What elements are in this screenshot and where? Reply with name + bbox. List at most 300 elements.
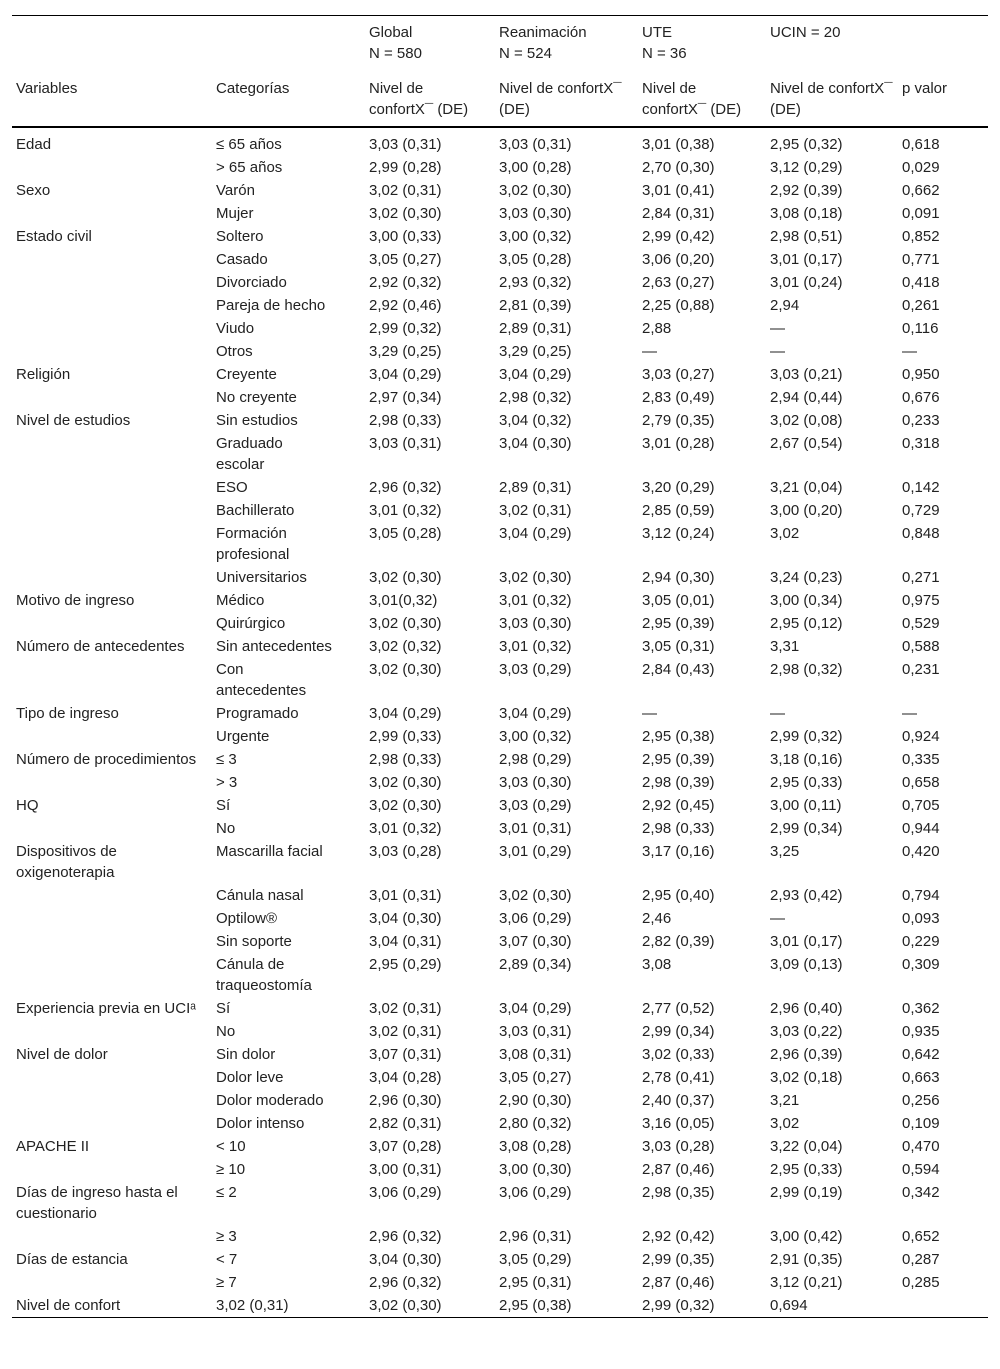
cell-global: 3,03 (0,31): [369, 136, 442, 153]
cell-ute: 2,94 (0,30): [642, 569, 715, 586]
table-row: [12, 202, 988, 225]
cell-p-value: 0,729: [902, 502, 940, 519]
cell-ute: 2,70 (0,30): [642, 159, 715, 176]
cell-ucin: 2,99 (0,32): [770, 728, 843, 745]
cell-reanimacion: 2,95 (0,38): [499, 1297, 572, 1314]
cell-category: Casado: [216, 251, 268, 268]
cell-category: ≤ 3: [216, 751, 237, 768]
cell-reanimacion: 3,03 (0,31): [499, 136, 572, 153]
table-row: [12, 794, 988, 817]
column-header-global: Nivel de confortX¯ (DE): [369, 80, 469, 118]
table-row: [12, 658, 988, 702]
column-header-ucin: Nivel de confortX¯ (DE): [770, 80, 893, 118]
cell-reanimacion: 2,96 (0,31): [499, 1228, 572, 1245]
cell-global: 3,29 (0,25): [369, 343, 442, 360]
cell-ucin: —: [770, 910, 785, 927]
cell-ucin: —: [770, 705, 785, 722]
cell-variable: [12, 499, 212, 522]
cell-category: > 65 años: [216, 159, 283, 176]
cell-ute: 2,99 (0,34): [642, 1023, 715, 1040]
cell-reanimacion: 3,08 (0,28): [499, 1138, 572, 1155]
cell-p-value: 0,658: [902, 774, 940, 791]
cell-variable: [12, 476, 212, 499]
group-header-category: [212, 16, 365, 65]
cell-category: Viudo: [216, 320, 255, 337]
cell-p-value: 0,950: [902, 366, 940, 383]
cell-variable: Número de procedimientos: [16, 751, 197, 768]
cell-ute: 3,08: [642, 956, 672, 973]
table-row: [12, 179, 988, 202]
cell-variable: Sexo: [16, 182, 51, 199]
cell-variable: Estado civil: [16, 228, 92, 245]
cell-variable: Días de ingreso hasta el cuestionario: [16, 1184, 178, 1222]
cell-global: 2,95 (0,29): [369, 956, 442, 973]
cell-p-value: 0,420: [902, 843, 940, 860]
cell-ute: —: [642, 343, 657, 360]
column-header-reanimacion: Nivel de confortX¯ (DE): [499, 80, 622, 118]
cell-ute: 2,77 (0,52): [642, 1000, 715, 1017]
cell-variable: APACHE II: [16, 1138, 90, 1155]
cell-ute: 3,05 (0,01): [642, 592, 715, 609]
cell-category: Dolor intenso: [216, 1115, 305, 1132]
cell-ute: 2,79 (0,35): [642, 412, 715, 429]
cell-category: < 10: [216, 1138, 246, 1155]
cell-reanimacion: 3,02 (0,30): [499, 182, 572, 199]
cell-ute: 3,17 (0,16): [642, 843, 715, 860]
cell-variable: HQ: [16, 797, 39, 814]
cell-reanimacion: 3,05 (0,28): [499, 251, 572, 268]
cell-global: 2,99 (0,32): [369, 320, 442, 337]
cell-variable: [12, 658, 212, 702]
cell-reanimacion: 2,98 (0,32): [499, 389, 572, 406]
cell-reanimacion: 3,08 (0,31): [499, 1046, 572, 1063]
cell-ucin: 3,01 (0,24): [770, 274, 843, 291]
cell-category: Médico: [216, 592, 265, 609]
cell-ute: 2,87 (0,46): [642, 1161, 715, 1178]
cell-global: 3,05 (0,27): [369, 251, 442, 268]
cell-ute: 2,98 (0,33): [642, 820, 715, 837]
table-row: [12, 248, 988, 271]
cell-reanimacion: 3,04 (0,29): [499, 366, 572, 383]
cell-global: 2,96 (0,32): [369, 1274, 442, 1291]
cell-global: 3,01(0,32): [369, 592, 438, 609]
cell-p-value: 0,335: [902, 751, 940, 768]
cell-variable: [12, 771, 212, 794]
cell-ucin: —: [770, 343, 785, 360]
cell-reanimacion: 3,29 (0,25): [499, 343, 572, 360]
column-header-variable: Variables: [16, 80, 78, 97]
cell-category: Sin dolor: [216, 1046, 276, 1063]
cell-global: 2,99 (0,33): [369, 728, 442, 745]
table-row: [12, 317, 988, 340]
cell-category: Con antecedentes: [216, 661, 307, 699]
cell-reanimacion: 3,04 (0,29): [499, 705, 572, 722]
cell-ucin: 2,99 (0,19): [770, 1184, 843, 1201]
table-row: [12, 1158, 988, 1181]
cell-global: 3,02 (0,31): [369, 1000, 442, 1017]
cell-ucin: 2,94: [770, 297, 800, 314]
cell-ute: 2,99 (0,35): [642, 1251, 715, 1268]
cell-p-value: 0,924: [902, 728, 940, 745]
cell-ucin: 2,98 (0,32): [770, 661, 843, 678]
cell-variable: [12, 884, 212, 907]
table-row: [12, 748, 988, 771]
cell-ucin: 0,694: [770, 1297, 808, 1314]
cell-category: > 3: [216, 774, 238, 791]
cell-p-value: 0,588: [902, 638, 940, 655]
cell-variable: [12, 953, 212, 997]
cell-category: Otros: [216, 343, 253, 360]
cell-ute: 3,12 (0,24): [642, 525, 715, 542]
cell-ute: 3,03 (0,27): [642, 366, 715, 383]
cell-ute: 2,98 (0,35): [642, 1184, 715, 1201]
cell-p-value: 0,852: [902, 228, 940, 245]
table-row: [12, 1043, 988, 1066]
table-row: [12, 156, 988, 179]
cell-category: Dolor moderado: [216, 1092, 324, 1109]
cell-reanimacion: 3,03 (0,30): [499, 615, 572, 632]
cell-ute: 2,63 (0,27): [642, 274, 715, 291]
cell-ucin: 3,02: [770, 1115, 800, 1132]
cell-global: 3,04 (0,29): [369, 366, 442, 383]
table-row: [12, 271, 988, 294]
cell-global: 3,04 (0,30): [369, 910, 442, 927]
table-row: [12, 817, 988, 840]
cell-variable: [12, 386, 212, 409]
group-header-row: [12, 16, 988, 65]
cell-reanimacion: 2,89 (0,31): [499, 479, 572, 496]
cell-variable: [12, 817, 212, 840]
cell-ute: 2,98 (0,39): [642, 774, 715, 791]
cell-p-value: 0,594: [902, 1161, 940, 1178]
cell-p-value: 0,618: [902, 136, 940, 153]
cell-variable: [12, 248, 212, 271]
cell-global: 2,98 (0,33): [369, 412, 442, 429]
group-header-ute: UTE N = 36: [642, 24, 687, 62]
table-row: [12, 127, 988, 156]
cell-reanimacion: 3,03 (0,29): [499, 661, 572, 678]
cell-ucin: 3,12 (0,29): [770, 159, 843, 176]
cell-category: Sin soporte: [216, 933, 292, 950]
cell-global: 2,97 (0,34): [369, 389, 442, 406]
cell-ucin: 3,03 (0,22): [770, 1023, 843, 1040]
group-header-global: Global N = 580: [369, 24, 422, 62]
cell-reanimacion: 3,02 (0,30): [499, 887, 572, 904]
cell-reanimacion: 3,00 (0,32): [499, 228, 572, 245]
group-header-p-value: [898, 16, 988, 65]
cell-ucin: 3,18 (0,16): [770, 751, 843, 768]
cell-ute: 3,03 (0,28): [642, 1138, 715, 1155]
table-row: [12, 997, 988, 1020]
group-header-ucin: UCIN = 20: [770, 24, 841, 41]
cell-ucin: 3,22 (0,04): [770, 1138, 843, 1155]
cell-ute: 2,99 (0,32): [642, 1297, 715, 1314]
cell-ute: 2,84 (0,31): [642, 205, 715, 222]
table-row: [12, 635, 988, 658]
cell-variable: Religión: [16, 366, 71, 383]
cell-variable: [12, 725, 212, 748]
cell-reanimacion: 3,03 (0,31): [499, 1023, 572, 1040]
table-row: [12, 1020, 988, 1043]
cell-global: 3,02 (0,30): [369, 205, 442, 222]
cell-variable: [12, 522, 212, 566]
cell-category: Cánula de traqueostomía: [216, 956, 312, 994]
cell-variable: Nivel de estudios: [16, 412, 131, 429]
table-row: [12, 476, 988, 499]
cell-ute: 3,01 (0,41): [642, 182, 715, 199]
cell-global: 3,07 (0,28): [369, 1138, 442, 1155]
cell-variable: Edad: [16, 136, 52, 153]
cell-p-value: 0,652: [902, 1228, 940, 1245]
cell-p-value: 0,642: [902, 1046, 940, 1063]
cell-global: 3,02 (0,30): [369, 615, 442, 632]
cell-variable: Nivel de dolor: [16, 1046, 108, 1063]
cell-ucin: —: [770, 320, 785, 337]
cell-category: Varón: [216, 182, 255, 199]
table-row: [12, 522, 988, 566]
cell-category: Sí: [216, 1000, 231, 1017]
cell-global: 3,02 (0,30): [369, 569, 442, 586]
cell-ute: 2,95 (0,39): [642, 751, 715, 768]
cell-ucin: 3,01 (0,17): [770, 251, 843, 268]
table-row: [12, 340, 988, 363]
cell-category: Universitarios: [216, 569, 307, 586]
table-row: [12, 589, 988, 612]
cell-ucin: 3,02 (0,08): [770, 412, 843, 429]
cell-p-value: 0,975: [902, 592, 940, 609]
cell-ute: 3,05 (0,31): [642, 638, 715, 655]
cell-reanimacion: 2,98 (0,29): [499, 751, 572, 768]
cell-global: 3,02 (0,32): [369, 638, 442, 655]
cell-category: Bachillerato: [216, 502, 295, 519]
cell-p-value: 0,271: [902, 569, 940, 586]
cell-global: 2,96 (0,32): [369, 479, 442, 496]
table-row: [12, 1089, 988, 1112]
cell-variable: [12, 1020, 212, 1043]
cell-p-value: 0,529: [902, 615, 940, 632]
cell-reanimacion: 2,80 (0,32): [499, 1115, 572, 1132]
group-header-reanimacion: Reanimación N = 524: [499, 24, 587, 62]
table-row: [12, 1135, 988, 1158]
cell-ucin: 3,02 (0,18): [770, 1069, 843, 1086]
cell-category: Pareja de hecho: [216, 297, 326, 314]
cell-reanimacion: 3,03 (0,30): [499, 205, 572, 222]
cell-p-value: 0,285: [902, 1274, 940, 1291]
cell-ute: 3,20 (0,29): [642, 479, 715, 496]
cell-global: 3,00 (0,33): [369, 228, 442, 245]
cell-category: No: [216, 1023, 236, 1040]
cell-category: < 7: [216, 1251, 238, 1268]
cell-ucin: 2,94 (0,44): [770, 389, 843, 406]
cell-global: 3,05 (0,28): [369, 525, 442, 542]
column-header-category: Categorías: [216, 80, 290, 97]
cell-ute: 3,01 (0,28): [642, 435, 715, 452]
table-row: [12, 386, 988, 409]
cell-variable: [12, 1225, 212, 1248]
cell-p-value: [898, 1294, 988, 1318]
table-row: [12, 294, 988, 317]
cell-global: 2,96 (0,30): [369, 1092, 442, 1109]
cell-p-value: 0,142: [902, 479, 940, 496]
cell-reanimacion: 3,04 (0,32): [499, 412, 572, 429]
cell-reanimacion: 3,04 (0,29): [499, 525, 572, 542]
cell-global: 2,92 (0,32): [369, 274, 442, 291]
cell-reanimacion: 3,00 (0,32): [499, 728, 572, 745]
cell-p-value: 0,342: [902, 1184, 940, 1201]
cell-p-value: 0,318: [902, 435, 940, 452]
cell-variable: [12, 202, 212, 225]
cell-reanimacion: 3,04 (0,30): [499, 435, 572, 452]
cell-category: Cánula nasal: [216, 887, 304, 904]
cell-ucin: 3,02: [770, 525, 800, 542]
cell-ute: 3,06 (0,20): [642, 251, 715, 268]
cell-p-value: 0,944: [902, 820, 940, 837]
cell-ucin: 3,00 (0,11): [770, 797, 842, 814]
cell-p-value: 0,705: [902, 797, 940, 814]
cell-variable: [12, 930, 212, 953]
table-row: [12, 840, 988, 884]
cell-ucin: 2,92 (0,39): [770, 182, 843, 199]
cell-global: 3,03 (0,31): [369, 435, 442, 452]
comfort-level-table: [12, 15, 988, 1318]
cell-reanimacion: 3,05 (0,27): [499, 1069, 572, 1086]
cell-variable: [12, 156, 212, 179]
table-row: [12, 1066, 988, 1089]
cell-p-value: 0,309: [902, 956, 940, 973]
cell-p-value: 0,362: [902, 1000, 940, 1017]
cell-ute: 2,95 (0,38): [642, 728, 715, 745]
cell-category: ≥ 10: [216, 1161, 246, 1178]
cell-p-value: 0,676: [902, 389, 940, 406]
cell-category: Sin estudios: [216, 412, 298, 429]
cell-ucin: 2,96 (0,40): [770, 1000, 843, 1017]
table-row: [12, 725, 988, 748]
cell-global: 3,04 (0,29): [369, 705, 442, 722]
cell-variable: Experiencia previa en UCIᵃ: [16, 1000, 196, 1017]
cell-p-value: 0,233: [902, 412, 940, 429]
cell-global: 2,99 (0,28): [369, 159, 442, 176]
cell-reanimacion: 2,89 (0,31): [499, 320, 572, 337]
cell-ute: 2,82 (0,39): [642, 933, 715, 950]
table-row: [12, 1112, 988, 1135]
cell-ute: 2,84 (0,43): [642, 661, 715, 678]
cell-ucin: 2,99 (0,34): [770, 820, 843, 837]
cell-ute: 2,85 (0,59): [642, 502, 715, 519]
cell-global: 3,02 (0,31): [369, 1023, 442, 1040]
cell-category: No: [216, 820, 236, 837]
column-header-ute: Nivel de confortX¯ (DE): [642, 80, 742, 118]
cell-ute: 2,92 (0,45): [642, 797, 715, 814]
cell-ucin: 3,08 (0,18): [770, 205, 843, 222]
cell-p-value: 0,935: [902, 1023, 940, 1040]
cell-category: ≥ 7: [216, 1274, 237, 1291]
table-row: [12, 771, 988, 794]
cell-reanimacion: 3,03 (0,29): [499, 797, 572, 814]
cell-global: 2,98 (0,33): [369, 751, 442, 768]
column-header-row: [12, 64, 988, 127]
cell-global: 2,82 (0,31): [369, 1115, 442, 1132]
cell-p-value: 0,093: [902, 910, 940, 927]
cell-p-value: 0,256: [902, 1092, 940, 1109]
cell-ucin: 3,12 (0,21): [770, 1274, 843, 1291]
cell-global: 2,96 (0,32): [369, 1228, 442, 1245]
cell-variable: [12, 1271, 212, 1294]
cell-category: ≥ 3: [216, 1228, 237, 1245]
cell-p-value: 0,029: [902, 159, 940, 176]
table-row: [12, 930, 988, 953]
table-row: [12, 612, 988, 635]
cell-global: 3,07 (0,31): [369, 1046, 442, 1063]
table-row: [12, 953, 988, 997]
cell-p-value: 0,116: [902, 320, 939, 337]
cell-p-value: 0,794: [902, 887, 940, 904]
cell-reanimacion: 2,89 (0,34): [499, 956, 572, 973]
cell-ucin: 3,25: [770, 843, 800, 860]
cell-ute: 2,99 (0,42): [642, 228, 715, 245]
cell-reanimacion: 3,07 (0,30): [499, 933, 572, 950]
cell-ute: 2,78 (0,41): [642, 1069, 715, 1086]
cell-ucin: 2,98 (0,51): [770, 228, 843, 245]
cell-global: 3,02 (0,31): [369, 182, 442, 199]
cell-category: Sí: [216, 797, 231, 814]
table-row: [12, 499, 988, 522]
cell-reanimacion: 3,00 (0,28): [499, 159, 572, 176]
cell-ucin: 3,00 (0,34): [770, 592, 843, 609]
cell-ucin: 2,91 (0,35): [770, 1251, 843, 1268]
table-row: [12, 884, 988, 907]
group-header-variable: [12, 16, 212, 65]
cell-global: 3,01 (0,32): [369, 820, 442, 837]
cell-ute: 2,95 (0,39): [642, 615, 715, 632]
cell-ute: 3,02 (0,33): [642, 1046, 715, 1063]
cell-p-value: 0,287: [902, 1251, 940, 1268]
cell-reanimacion: 3,01 (0,32): [499, 592, 572, 609]
cell-ucin: 2,93 (0,42): [770, 887, 843, 904]
cell-reanimacion: 3,01 (0,31): [499, 820, 572, 837]
cell-ucin: 2,95 (0,33): [770, 774, 843, 791]
column-header-p-value: p valor: [902, 80, 948, 97]
cell-ucin: 2,96 (0,39): [770, 1046, 843, 1063]
cell-global: 3,04 (0,30): [369, 1251, 442, 1268]
cell-ute: 2,92 (0,42): [642, 1228, 715, 1245]
cell-category: Programado: [216, 705, 299, 722]
cell-ucin: 2,95 (0,33): [770, 1161, 843, 1178]
cell-p-value: —: [902, 705, 917, 722]
cell-variable: [12, 907, 212, 930]
cell-variable: [12, 317, 212, 340]
cell-reanimacion: 3,05 (0,29): [499, 1251, 572, 1268]
cell-ute: 2,25 (0,88): [642, 297, 715, 314]
cell-reanimacion: 3,06 (0,29): [499, 910, 572, 927]
cell-variable: Nivel de confort: [16, 1297, 121, 1314]
cell-reanimacion: 2,93 (0,32): [499, 274, 572, 291]
cell-category: Dolor leve: [216, 1069, 284, 1086]
cell-ucin: 3,01 (0,17): [770, 933, 843, 950]
cell-p-value: 0,231: [902, 661, 940, 678]
table-row: [12, 1225, 988, 1248]
cell-global: 3,02 (0,30): [369, 774, 442, 791]
cell-p-value: 0,470: [902, 1138, 940, 1155]
cell-category: Mascarilla facial: [216, 843, 323, 860]
cell-global: 2,92 (0,46): [369, 297, 442, 314]
cell-variable: [12, 1112, 212, 1135]
cell-global: 3,06 (0,29): [369, 1184, 442, 1201]
table-row: [12, 1271, 988, 1294]
cell-reanimacion: 3,02 (0,30): [499, 569, 572, 586]
cell-global: 3,01 (0,32): [369, 502, 442, 519]
cell-reanimacion: 3,01 (0,29): [499, 843, 572, 860]
cell-p-value: 0,109: [902, 1115, 940, 1132]
